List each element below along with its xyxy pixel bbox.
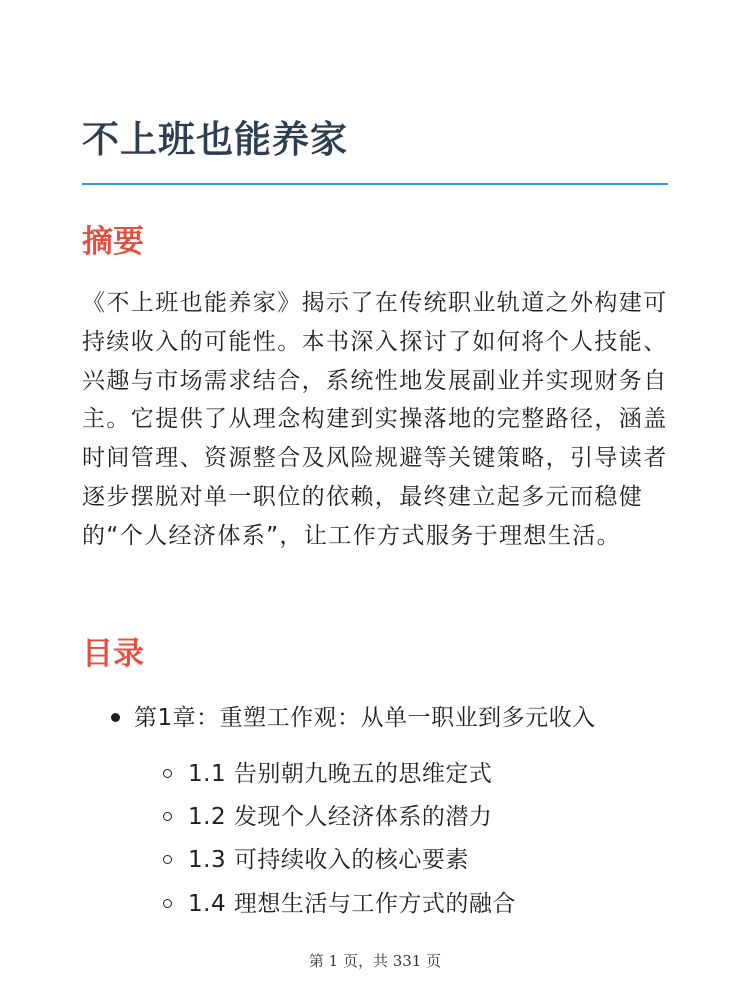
summary-paragraph: 《不上班也能养家》揭示了在传统职业轨道之外构建可持续收入的可能性。本书深入探讨了如何将个人技能、兴趣与市场需求结合，系统性地发展副业并实现财务自主。它提供了从理念构建到实操落地的完整路径，涵盖时间管理、资源整合及风险规避等关键策略，引导读者逐步摆脱对单一职位的依赖，最终建立起多元而稳健的“个人经济体系”，让工作方式服务于理想生活。 <box>82 290 668 549</box>
summary-heading: 摘要 <box>82 224 144 260</box>
toc-heading: 目录 <box>82 636 144 672</box>
bullet-circle-icon <box>163 769 172 778</box>
bullet-circle-icon <box>163 812 172 821</box>
toc-section-label: 1.1 告别朝九晚五的思维定式 <box>188 761 493 787</box>
document-title: 不上班也能养家 <box>82 118 348 161</box>
title-divider <box>82 183 668 185</box>
page-number-footer: 第 1 页，共 331 页 <box>308 952 442 970</box>
toc-section-label: 1.2 发现个人经济体系的潜力 <box>188 804 493 830</box>
bullet-disc-icon <box>111 713 120 722</box>
toc-section-label: 1.4 理想生活与工作方式的融合 <box>188 891 516 917</box>
toc-section-label: 1.3 可持续收入的核心要素 <box>188 847 469 873</box>
toc-chapter-label: 第1章：重塑工作观：从单一职业到多元收入 <box>134 705 596 731</box>
bullet-circle-icon <box>163 855 172 864</box>
bullet-circle-icon <box>163 899 172 908</box>
